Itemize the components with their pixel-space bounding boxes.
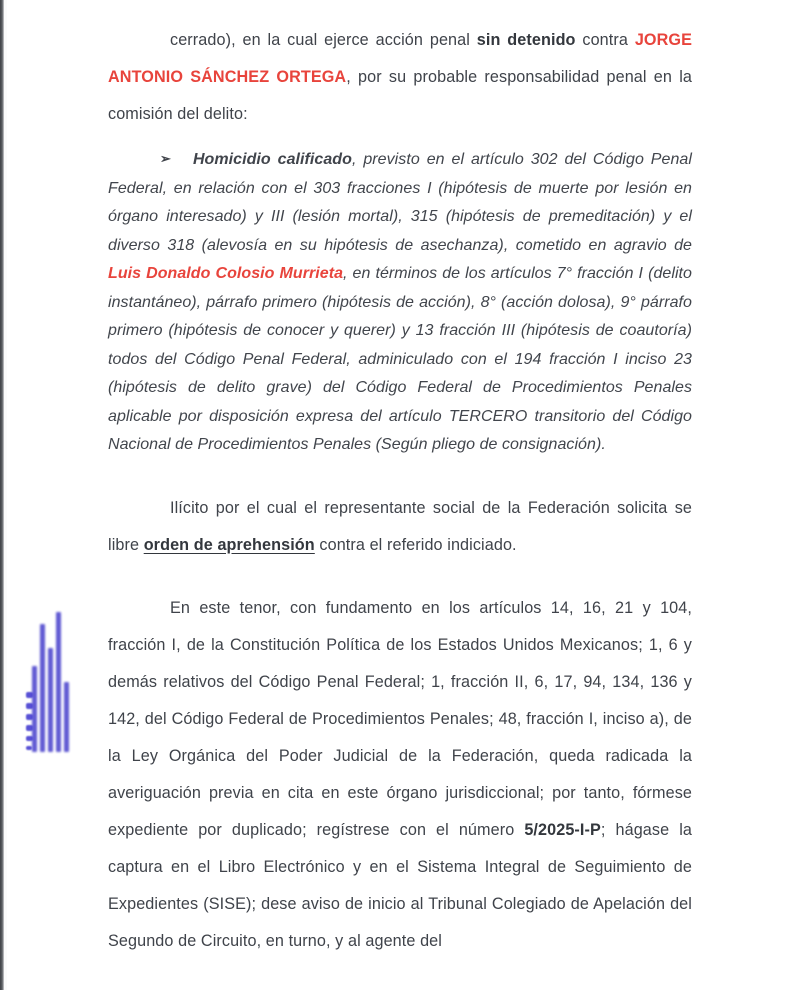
arrest-request-run2: contra el referido indiciado. xyxy=(314,535,517,554)
defendant-name: JORGE ANTONIO SÁNCHEZ ORTEGA xyxy=(108,31,692,86)
paragraph-spacer-1 xyxy=(108,460,692,490)
case-file-number: 5/2025-I-P xyxy=(524,820,601,839)
stamp-line xyxy=(32,666,37,752)
paragraph-legal-citation xyxy=(108,133,692,460)
margin-signature-stamp xyxy=(10,596,72,756)
stamp-line xyxy=(48,648,53,752)
paragraph-legal-grounds xyxy=(108,590,692,960)
arrow-bullet-icon: ➢ xyxy=(160,151,171,166)
citation-body-before-victim: , previsto en el artículo 302 del Código Penal Federal, en relación con el 303 fracciones I (hipótesis de muerte por lesión en órgano interesado) y III (lesión mortal), 315 (hipótesis de premeditación) y el diverso 318 (alevosía en su hipótesis de asechanza), cometido en agravio de xyxy=(108,151,692,254)
arrest-request-run1: Ilícito por el cual el representante social de la Federación solicita se libre xyxy=(108,498,692,554)
paragraph-arrest-request xyxy=(108,490,692,564)
stamp-trailing-marks xyxy=(26,692,33,754)
paragraph-accusation-run2: contra xyxy=(575,31,635,49)
stamp-line xyxy=(64,682,69,752)
paragraph-spacer-2 xyxy=(108,564,692,590)
paragraph-accusation xyxy=(108,0,692,133)
emphasis-orden-de-aprehension: orden de aprehensión xyxy=(143,535,315,554)
stamp-rotated-text xyxy=(30,602,72,752)
document-text-column xyxy=(108,0,692,960)
victim-name: Luis Donaldo Colosio Murrieta xyxy=(108,265,344,282)
legal-grounds-run2: ; hágase la captura en el Libro Electrónico y en el Sistema Integral de Seguimiento de Expedientes (SISE); dese aviso de inicio al Tribunal Colegiado de Apelación del Segundo de Circuito, en turno, y al agente del xyxy=(108,820,692,950)
paragraph-accusation-run1: cerrado), en la cual ejerce acción penal xyxy=(170,31,477,49)
legal-grounds-run1: En este tenor, con fundamento en los artículos 14, 16, 21 y 104, fracción I, de la Constitución Política de los Estados Unidos Mexicanos; 1, 6 y demás relativos del Código Penal Federal; 1, fracción II, 6, 17, 94, 134, 136 y 142, del Código Federal de Procedimientos Penales; 48, fracción I, inciso a), de la Ley Orgánica del Poder Judicial de la Federación, queda radicada la averiguación previa en cita en este órgano jurisdiccional; por tanto, fórmese expediente por duplicado; regístrese con el número xyxy=(108,598,692,839)
stamp-line xyxy=(40,624,45,752)
citation-body-after-victim: , en términos de los artículos 7° fracción I (delito instantáneo), párrafo primero (hipótesis de acción), 8° (acción dolosa), 9° párrafo primero (hipótesis de conocer y querer) y 13 fracción III (hipótesis de coautoría) todos del Código Penal Federal, adminiculado con el 194 fracción I inciso 23 (hipótesis de delito grave) del Código Federal de Procedimientos Penales aplicable por disposición expresa del artículo TERCERO transitorio del Código Nacional de Procedimientos Penales (Según pliego de consignación). xyxy=(108,265,692,453)
emphasis-sin-detenido: sin detenido xyxy=(476,31,576,49)
stamp-line xyxy=(56,612,61,752)
crime-label: Homicidio calificado xyxy=(192,151,352,168)
paragraph-accusation-run3: , por su probable responsabilidad penal en la comisión del delito: xyxy=(108,68,693,123)
scan-edge-inner xyxy=(4,0,7,990)
